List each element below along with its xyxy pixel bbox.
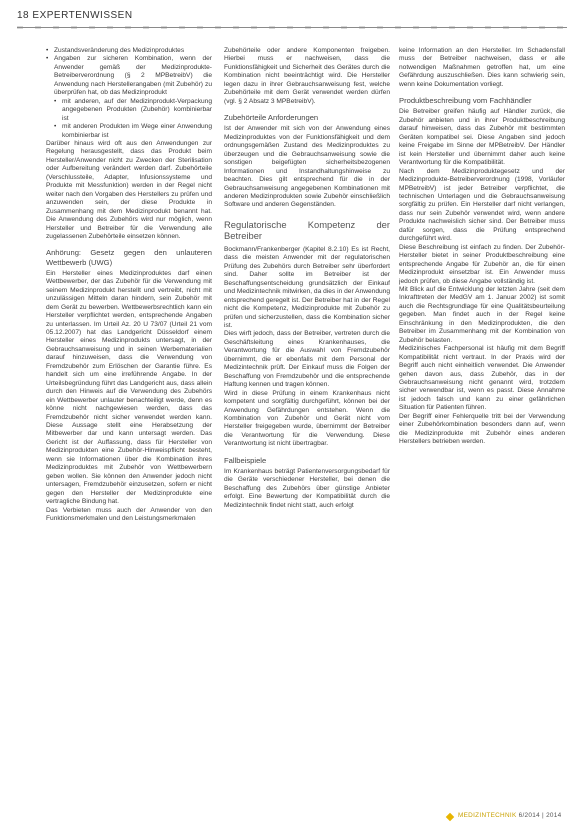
body-paragraph: Bockmann/Frankenberger (Kapitel 8.2.10) Es ist Recht, dass die meisten Anwender mit der regulatorischen Prüfung des Zubehörs durch Betreiber sehr überfordert sind. Daher sollte im Betreiber ist der Beschaffungsentscheidung grundsätzlich der Einkauf und Medizintechnik mitwirken, da dies in der Anwendung entsprechend geregelt ist. Der Betreiber hat in der Regel nicht die Kompetenz, Medizinprodukte mit Zubehör zu prüfen und sicherzustellen, dass die Kombination sicher ist. bbox=[224, 245, 390, 329]
body-paragraph: keine Information an den Hersteller. Im Schadensfall muss der Betreiber nachweisen, dass er alle notwendigen Maßnahmen getroffen hat, um eine Gefährdung auszuschließen. Dies kann schwierig sein, wenn keine Dokumentation vorliegt. bbox=[399, 47, 565, 88]
bullet-item: • Angaben zur sicheren Kombination, wenn der Anwender gemäß der Medizinprodukte-Betreiberverordnung (§ 2 MPBetreibV) die Anwendung nach Herstellerangaben (mit Zubehör) zu überprüfen hat, ob das Medizinprodukt bbox=[54, 55, 212, 97]
page-footer bbox=[0, 810, 581, 826]
journal-name: MEDIZINTECHNIK bbox=[458, 812, 517, 819]
body-paragraph: Ist der Anwender mit sich von der Anwendung eines Medizinproduktes von der Funktionsfähigkeit und dem ordnungsgemäßen Zustand des Medizinproduktes zu überzeugen und die Gebrauchsanweisung sowie die sonstigen beigefügten sicherheitsbezogenen Informationen und Instandhaltungshinweise zu beachten. Dies gilt entsprechend für die in der Gebrauchsanweisung angegebenen Kombinationen mit anderen Medizinprodukten sowie Zubehör einschließlich Software und anderen Gegenständen. bbox=[224, 125, 390, 209]
body-paragraph: Wird in diese Prüfung in einem Krankenhaus nicht kompetent und sorgfältig durchgeführt, können bei der Anwendung Gefährdungen entstehen. Wenn die Kombination von Zubehör und Gerät nicht vom Hersteller freigegeben wurde, übernimmt der Betreiber die Verantwortung für die Verwendung. Diese Verantwortung ist nicht übertragbar. bbox=[224, 389, 390, 448]
subheading: Zubehörteile Anforderungen bbox=[224, 113, 319, 123]
footer-journal-info bbox=[458, 812, 561, 819]
subheading: Anhörung: Gesetz gegen den unlauteren Wettbewerb (UWG) bbox=[46, 248, 212, 267]
body-paragraph: Diese Beschreibung ist einfach zu finden. Der Zubehör-Hersteller bietet in seiner Produktbeschreibung eine entsprechende Angabe für Zubehör an, die für einen Medizinprodukt einsetzbar ist. Ein Anwender muss jedoch prüfen, ob diese Angabe vollständig ist. bbox=[399, 243, 565, 285]
page-header bbox=[17, 8, 567, 30]
sub-bullet-item: • mit anderen, auf der Medizinprodukt-Verpackung angegebenen Produkten (Zubehör) kombinierbar ist bbox=[62, 98, 212, 123]
body-paragraph: Der Begriff einer Fehlerquelle tritt bei der Verwendung einer Zubehörkombination besonders dann auf, wenn die Medizinprodukte mit Zubehör eines anderen Herstellers betrieben werden. bbox=[399, 412, 565, 446]
bullet-list bbox=[46, 47, 212, 98]
text-column-2 bbox=[224, 47, 390, 792]
diamond-icon bbox=[446, 813, 454, 821]
text-column-1 bbox=[46, 47, 212, 792]
section-heading: Regulatorische Kompetenz der Betreiber bbox=[224, 218, 390, 241]
text-column-3 bbox=[399, 47, 565, 792]
body-paragraph: Im Krankenhaus beträgt Patientenversorgungsbedarf für die Geräte verschiedener Hersteller, bei denen die Beschaffung des Zubehörs über günstige Anbieter erfolgt. Eine Bewertung der Kompatibilität durch die Medizintechnik findet nicht statt, auch erfolgt bbox=[224, 467, 390, 509]
body-paragraph: Darüber hinaus wird oft aus den Anwendungen zur Regelung herausgestellt, dass das Produkt beim Hersteller/Anwender nicht zu Zwecken der Sterilisation oder Aufbereitung verändert werden darf. Zubehörteile (Verschlussteile, Adapter, Infusionssysteme und Produkte mit Messfunktion) werden in der Regel nicht weiter nach den Vorgaben des Herstellers zu prüfen und anzuwenden sein, der diese Produkte in Zusammenhang mit dem Medizinprodukt benannt hat. Die Anwendung des Zubehörs wird nur möglich, wenn Hersteller und Betreiber für die Verwendung alle zugelassenen Zubehörteile einsetzen können. bbox=[46, 139, 212, 240]
body-paragraph: Ein Hersteller eines Medizinproduktes darf einen Wettbewerber, der das Zubehör für die Verwendung mit seinem Medizinprodukt herstellt und vertreibt, nicht mit unzulässigen Mitteln daran hindern, sein Zubehör mit dem Gerät zu bewerben. Wettbewerbsrechtlich kann ein Hersteller verpflichtet werden, entsprechende Angaben zu unterlassen. Im Urteil Az. 20 U 73/07 (Urteil 21 vom 05.12.2007) hat das Landgericht Düsseldorf einem Hersteller eines Medizinprodukts untersagt, in der Gebrauchsanweisung und in seinen Werbematerialien darauf hinzuweisen, dass die Verwendung von Fremdzubehör zum Erlöschen der Garantie führe. Es handelt sich um eine irreführende Angabe. In der Urteilsbegründung führt das Landgericht aus, dass allein durch den Hinweis auf die Verwendung des Zubehörs ein Wettbewerber unlauter benachteiligt werde, denn es könne nicht nachgewiesen werden, dass das Fremdzubehör nicht sicher verwendet werden kann. Diese Aussage stellt eine Herabsetzung der Mitbewerber dar und kann untersagt werden. Das Gericht ist der Auffassung, dass für Hersteller von Medizinprodukten eine Zubehör-Hinweispflicht besteht, wenn sie Informationen über die Kombination ihres Medizinproduktes mit Zubehör von Wettbewerbern geben wollen. Sie können den Anwender jedoch nicht untersagen, Fremdzubehör einzusetzen, sofern er nicht gegen den Hersteller der Medizinprodukte eine vertragliche Bindung hat. bbox=[46, 269, 212, 506]
body-paragraph: Die Betreiber greifen häufig auf Händler zurück, die Zubehör anbieten und in ihrer Produktbeschreibung darauf hinweisen, dass das Zubehör mit bestimmten Geräten kompatibel sei. Diese Angaben sind jedoch keine Freigabe im Sinne der MPBetreibV. Der Händler ist kein Hersteller und übernimmt daher auch keine Verantwortung für die Kompatibilität. bbox=[399, 108, 565, 167]
section-title: 18 EXPERTENWISSEN bbox=[17, 10, 133, 21]
body-paragraph: Dies wirft jedoch, dass der Betreiber, vertreten durch die Geschäftsleitung eines Krankenhauses, die Verantwortung für die Auswahl von Fremdzubehör übernimmt, die er ebenfalls mit dem Personal der Medizintechnik prüft. Der Einkauf muss die Folgen der Beschaffung von Fremdzubehör und die entsprechende Haftung kennen und tragen können. bbox=[224, 330, 390, 389]
body-paragraph: Das Verbieten muss auch der Anwender von den Funktionsmerkmalen und den Leistungsmerkmalen bbox=[46, 506, 212, 522]
issue-label: 6/2014 | 2014 bbox=[516, 812, 562, 819]
bullet-item: • Zustandsveränderung des Medizinproduktes bbox=[54, 47, 212, 55]
header-rule bbox=[17, 27, 567, 28]
body-paragraph: Nach dem Medizinproduktegesetz und der Medizinprodukte-Betreiberverordnung (1998, Vorläufer MPBetreibV) ist jeder Betreiber verpflichtet, die technischen Unterlagen und die Gebrauchsanweisung sorgfältig zu prüfen. Ein Hersteller darf nicht verlangen, dass nur sein Zubehör verwendet wird, wenn andere Produkte nachweislich sicher sind. Der Betreiber muss dafür sorgen, dass die Prüfung entsprechend durchgeführt wird. bbox=[399, 167, 565, 243]
body-paragraph: Medizinisches Fachpersonal ist häufig mit dem Begriff Kompatibilität nicht vertraut. In der Praxis wird der Begriff auch nicht einheitlich verwendet. Die Anwender gehen davon aus, dass Zubehör, das in der Gebrauchsanweisung nicht genannt wird, trotzdem sicher verwendbar ist, wenn es passt. Diese Annahme ist jedoch falsch und kann zu einer gefährlichen Situation für Patienten führen. bbox=[399, 345, 565, 412]
subheading: Fallbeispiele bbox=[224, 455, 267, 465]
body-paragraph: Mit Blick auf die Entwicklung der letzten Jahre (seit dem Inkrafttreten der MedGV am 1. Januar 2002) ist somit auch die Rechtsgrundlage für eine Qualitätsbeurteilung gegeben. Man findet auch in der Regel keine Einschränkung in den Medizinprodukten, die den Betreiber im Zusammenhang mit der Kombination von Zubehör belasten. bbox=[399, 285, 565, 344]
body-paragraph: Zubehörteile oder andere Komponenten freigeben. Hierbei muss er nachweisen, dass die Funktionsfähigkeit und Sicherheit des Gerätes durch die Kombination nicht beeinträchtigt wird. Die Hersteller legen dazu in ihrer Gebrauchsanweisung fest, welche Zubehörteile mit dem Gerät verwendet werden dürfen (vgl. § 2 Absatz 3 MPBetreibV). bbox=[224, 47, 390, 105]
sub-bullet-item: • mit anderen Produkten im Wege einer Anwendung kombinierbar ist bbox=[62, 123, 212, 140]
sub-bullet-list bbox=[46, 98, 212, 140]
subheading: Produktbeschreibung vom Fachhändler bbox=[399, 96, 532, 106]
